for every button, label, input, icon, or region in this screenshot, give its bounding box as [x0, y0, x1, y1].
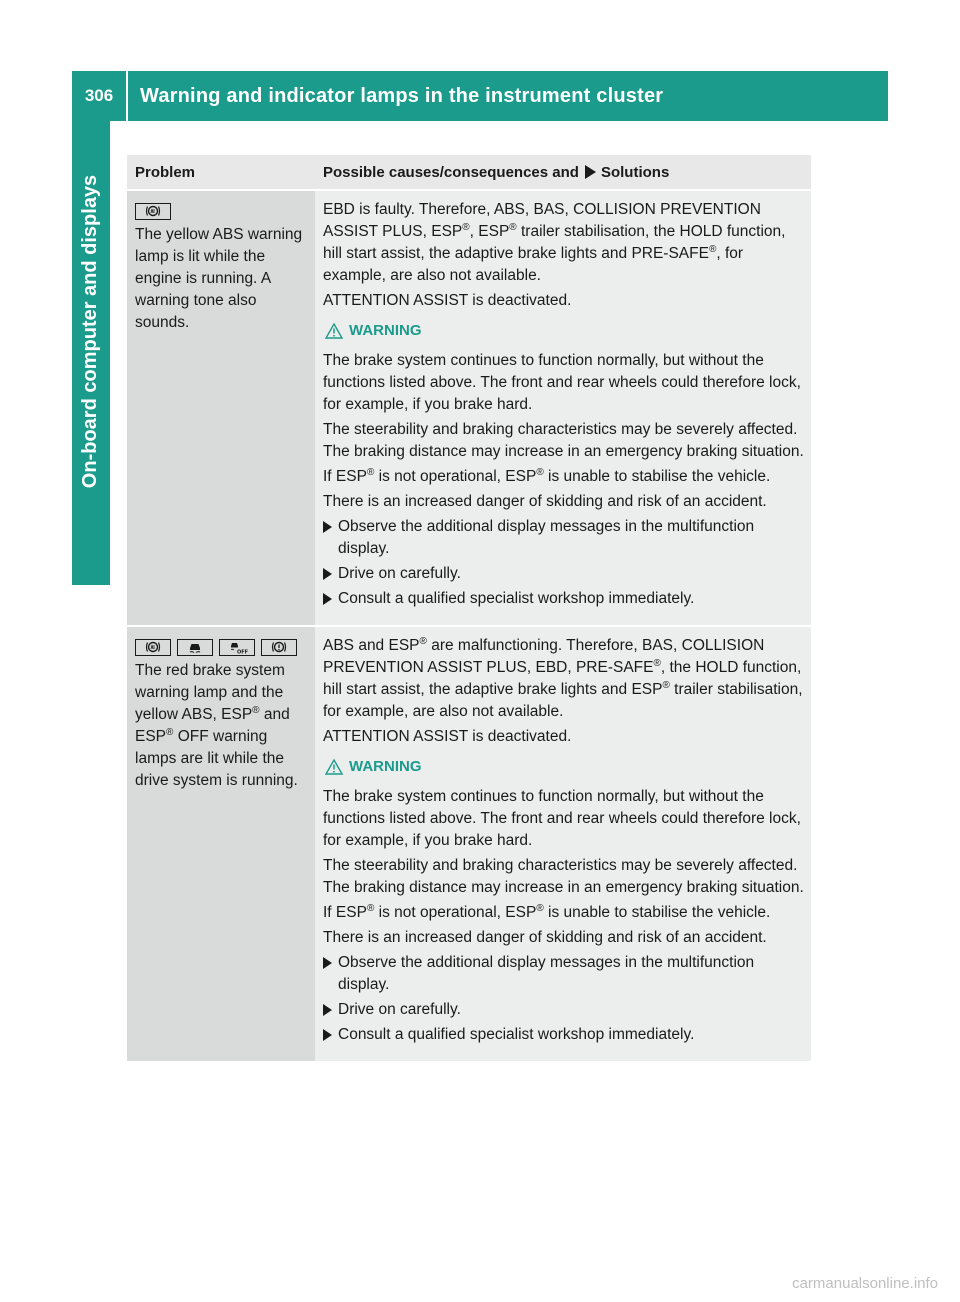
cause-text: ATTENTION ASSIST is deactivated. — [323, 292, 572, 309]
warning-text: There is an increased danger of skidding and risk of an accident. — [323, 493, 767, 510]
cause-text: ATTENTION ASSIST is deactivated. — [323, 728, 572, 745]
lamp-icons — [135, 201, 309, 221]
cause-text: EBD is faulty. Therefore, ABS, BAS, COLLISION PREVENTION ASSIST PLUS, ESP®, ESP® trailer stabilisation, the HOLD function, hill start assist, the adaptive brake lights and PRE-SAFE®, for example, are also not available. — [323, 201, 786, 284]
solution-cell — [315, 191, 811, 625]
bullet-arrow-icon — [323, 1004, 332, 1016]
column-header-solutions — [315, 155, 811, 189]
step-text: Drive on carefully. — [338, 565, 461, 582]
column-header-causes: Possible causes/consequences and — [323, 163, 579, 181]
solution-cell — [315, 627, 811, 1061]
page-title: Warning and indicator lamps in the instrument cluster — [128, 71, 888, 121]
table-row — [127, 191, 811, 625]
warning-text: The steerability and braking characteristics may be severely affected. The braking distance may increase in an emergency braking situation. — [323, 857, 804, 896]
warning-triangle-icon — [325, 323, 343, 339]
table-row — [127, 625, 811, 1061]
brake-icon — [261, 639, 297, 656]
bullet-arrow-icon — [323, 568, 332, 580]
problem-text: The yellow ABS warning lamp is lit while the engine is running. A warning tone also sounds. — [135, 226, 303, 331]
warning-text: The steerability and braking characteristics may be severely affected. The braking distance may increase in an emergency braking situation. — [323, 421, 804, 460]
bullet-arrow-icon — [323, 1029, 332, 1041]
warning-heading — [325, 756, 805, 778]
warning-label: WARNING — [349, 322, 422, 339]
step-text: Drive on carefully. — [338, 1001, 461, 1018]
page-header — [72, 71, 888, 121]
step-text: Consult a qualified specialist workshop immediately. — [338, 1026, 695, 1043]
side-tab — [72, 121, 110, 541]
warning-text: If ESP® is not operational, ESP® is unable to stabilise the vehicle. — [323, 902, 771, 921]
list-item — [323, 952, 805, 996]
warning-triangle-icon — [325, 759, 343, 775]
lamp-icons — [135, 637, 309, 657]
warning-text: If ESP® is not operational, ESP® is unable to stabilise the vehicle. — [323, 466, 771, 485]
side-tab-label: On-board computer and displays — [79, 174, 102, 488]
watermark: carmanualsonline.info — [792, 1275, 938, 1292]
list-item — [323, 999, 805, 1021]
list-item — [323, 588, 805, 610]
list-item — [323, 1024, 805, 1046]
cause-text: ABS and ESP® are malfunctioning. Therefore, BAS, COLLISION PREVENTION ASSIST PLUS, EBD, PRE-SAFE®, the HOLD function, hill start assist, the adaptive brake lights and ESP® trailer stabilisation, for example, are also not available. — [323, 635, 803, 720]
warning-label: WARNING — [349, 758, 422, 775]
step-text: Observe the additional display messages in the multifunction display. — [338, 518, 755, 557]
arrow-right-icon — [585, 165, 596, 179]
bullet-arrow-icon — [323, 957, 332, 969]
list-item — [323, 516, 805, 560]
abs-icon — [135, 203, 171, 220]
table-header — [127, 155, 811, 191]
column-header-problem: Problem — [135, 163, 196, 181]
list-item — [323, 563, 805, 585]
svg-text:OFF: OFF — [237, 649, 249, 655]
problem-cell — [127, 627, 315, 1061]
bullet-arrow-icon — [323, 593, 332, 605]
esp-icon — [177, 639, 213, 656]
page-number: 306 — [72, 71, 126, 121]
problem-text: The red brake system warning lamp and the yellow ABS, ESP® and ESP® OFF warning lamps are lit while the drive system is running. — [135, 662, 298, 789]
abs-icon — [135, 639, 171, 656]
step-text: Observe the additional display messages in the multifunction display. — [338, 954, 755, 993]
warning-lamp-table — [127, 155, 811, 1061]
warning-heading — [325, 320, 805, 342]
problem-cell — [127, 191, 315, 625]
warning-text: The brake system continues to function normally, but without the functions listed above. The front and rear wheels could therefore lock, for example, if you brake hard. — [323, 788, 801, 849]
warning-text: The brake system continues to function normally, but without the functions listed above. The front and rear wheels could therefore lock, for example, if you brake hard. — [323, 352, 801, 413]
step-text: Consult a qualified specialist workshop immediately. — [338, 590, 695, 607]
esp-off-icon — [219, 639, 255, 656]
column-header-solutions-label: Solutions — [600, 163, 670, 181]
bullet-arrow-icon — [323, 521, 332, 533]
warning-text: There is an increased danger of skidding and risk of an accident. — [323, 929, 767, 946]
